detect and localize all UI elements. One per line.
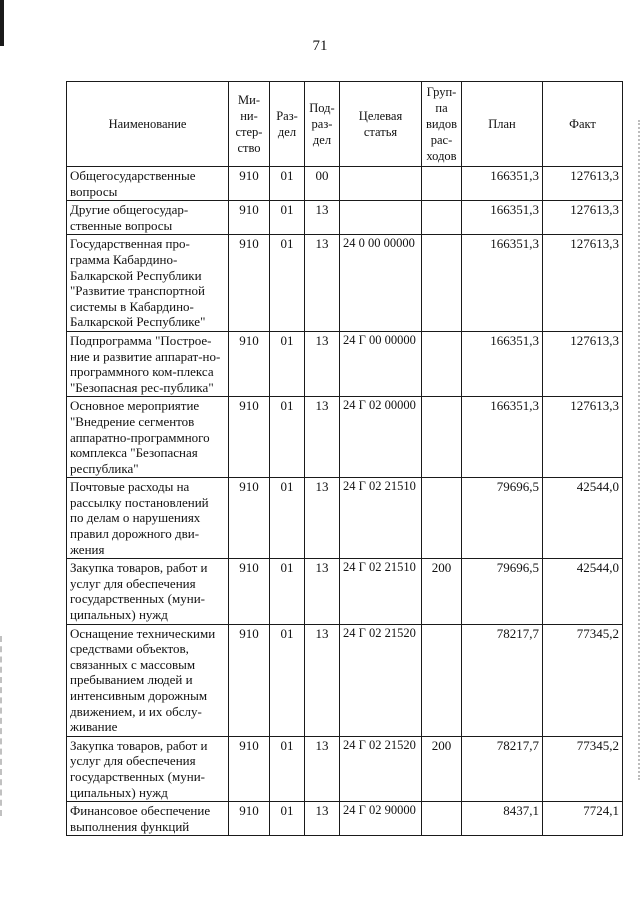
cell-name: Государственная про-грамма Кабардино-Балкарской Республики "Развитие транспортной системы в Кабардино-Балкарской Республике" [67,235,229,332]
cell-fact: 127613,3 [543,331,623,396]
cell-target: 24 0 00 00000 [340,235,422,332]
cell-expense-group [422,397,462,478]
cell-subsection: 13 [305,478,340,559]
cell-section: 01 [270,559,305,624]
cell-name: Другие общегосудар-ственные вопросы [67,201,229,235]
header-plan: План [462,82,543,167]
cell-target: 24 Г 00 00000 [340,331,422,396]
cell-expense-group [422,802,462,836]
cell-plan: 79696,5 [462,559,543,624]
cell-target [340,167,422,201]
cell-ministry: 910 [229,478,270,559]
table-row [67,802,623,836]
cell-section: 01 [270,736,305,801]
cell-name: Закупка товаров, работ и услуг для обеспечения государственных (муни-ципальных) нужд [67,736,229,801]
cell-plan: 166351,3 [462,201,543,235]
cell-plan: 78217,7 [462,624,543,736]
cell-subsection: 13 [305,235,340,332]
cell-section: 01 [270,331,305,396]
cell-target: 24 Г 02 21510 [340,559,422,624]
cell-expense-group: 200 [422,559,462,624]
cell-section: 01 [270,802,305,836]
cell-fact: 77345,2 [543,624,623,736]
cell-name: Оснащение техническими средствами объектов, связанных с массовым пребыванием людей и интенсивным дорожным движением, и их обслу-живание [67,624,229,736]
cell-target: 24 Г 02 90000 [340,802,422,836]
cell-expense-group [422,624,462,736]
cell-section: 01 [270,478,305,559]
cell-ministry: 910 [229,624,270,736]
cell-ministry: 910 [229,331,270,396]
cell-section: 01 [270,624,305,736]
cell-subsection: 13 [305,397,340,478]
cell-fact: 42544,0 [543,478,623,559]
budget-table [66,81,623,836]
cell-ministry: 910 [229,235,270,332]
cell-section: 01 [270,201,305,235]
cell-target: 24 Г 02 21520 [340,624,422,736]
cell-plan: 166351,3 [462,397,543,478]
cell-expense-group [422,331,462,396]
cell-plan: 8437,1 [462,802,543,836]
cell-ministry: 910 [229,802,270,836]
table-row [67,736,623,801]
cell-expense-group [422,167,462,201]
cell-fact: 42544,0 [543,559,623,624]
table-header-row [67,82,623,167]
table-row [67,478,623,559]
table-row [67,201,623,235]
cell-name: Закупка товаров, работ и услуг для обеспечения государственных (муни-ципальных) нужд [67,559,229,624]
cell-subsection: 13 [305,736,340,801]
cell-target: 24 Г 02 00000 [340,397,422,478]
table-row [67,235,623,332]
table-row [67,397,623,478]
cell-name: Общегосударственные вопросы [67,167,229,201]
scan-edge-mark [635,120,640,780]
cell-plan: 166351,3 [462,331,543,396]
cell-name: Финансовое обеспечение выполнения функций [67,802,229,836]
cell-section: 01 [270,397,305,478]
cell-name: Подпрограмма "Построе-ние и развитие аппарат-но-программного ком-плекса "Безопасная рес-публика" [67,331,229,396]
cell-name: Почтовые расходы на рассылку постановлений по делам о нарушениях правил дорожного дви-жения [67,478,229,559]
cell-name: Основное мероприятие "Внедрение сегментов аппаратно-программного комплекса "Безопасная республика" [67,397,229,478]
cell-expense-group [422,201,462,235]
cell-subsection: 13 [305,331,340,396]
cell-fact: 127613,3 [543,167,623,201]
cell-fact: 127613,3 [543,235,623,332]
header-section: Раз- дел [270,82,305,167]
page-number: 71 [312,38,328,54]
table-row [67,559,623,624]
cell-fact: 127613,3 [543,397,623,478]
cell-section: 01 [270,167,305,201]
cell-section: 01 [270,235,305,332]
cell-fact: 77345,2 [543,736,623,801]
cell-ministry: 910 [229,167,270,201]
cell-ministry: 910 [229,397,270,478]
cell-subsection: 13 [305,624,340,736]
cell-plan: 166351,3 [462,235,543,332]
table-row [67,167,623,201]
cell-target: 24 Г 02 21520 [340,736,422,801]
cell-expense-group: 200 [422,736,462,801]
cell-expense-group [422,235,462,332]
cell-subsection: 00 [305,167,340,201]
table-row [67,624,623,736]
cell-ministry: 910 [229,559,270,624]
cell-plan: 166351,3 [462,167,543,201]
cell-subsection: 13 [305,559,340,624]
cell-subsection: 13 [305,201,340,235]
header-expense-group: Груп- па видов рас- ходов [422,82,462,167]
header-ministry: Ми- ни- стер- ство [229,82,270,167]
header-subsection: Под- раз- дел [305,82,340,167]
header-name: Наименование [67,82,229,167]
cell-subsection: 13 [305,802,340,836]
cell-ministry: 910 [229,201,270,235]
cell-target: 24 Г 02 21510 [340,478,422,559]
header-fact: Факт [543,82,623,167]
scan-edge-mark [0,636,5,816]
cell-fact: 7724,1 [543,802,623,836]
cell-expense-group [422,478,462,559]
cell-ministry: 910 [229,736,270,801]
header-target: Целевая статья [340,82,422,167]
cell-plan: 79696,5 [462,478,543,559]
table-row [67,331,623,396]
cell-target [340,201,422,235]
cell-plan: 78217,7 [462,736,543,801]
cell-fact: 127613,3 [543,201,623,235]
